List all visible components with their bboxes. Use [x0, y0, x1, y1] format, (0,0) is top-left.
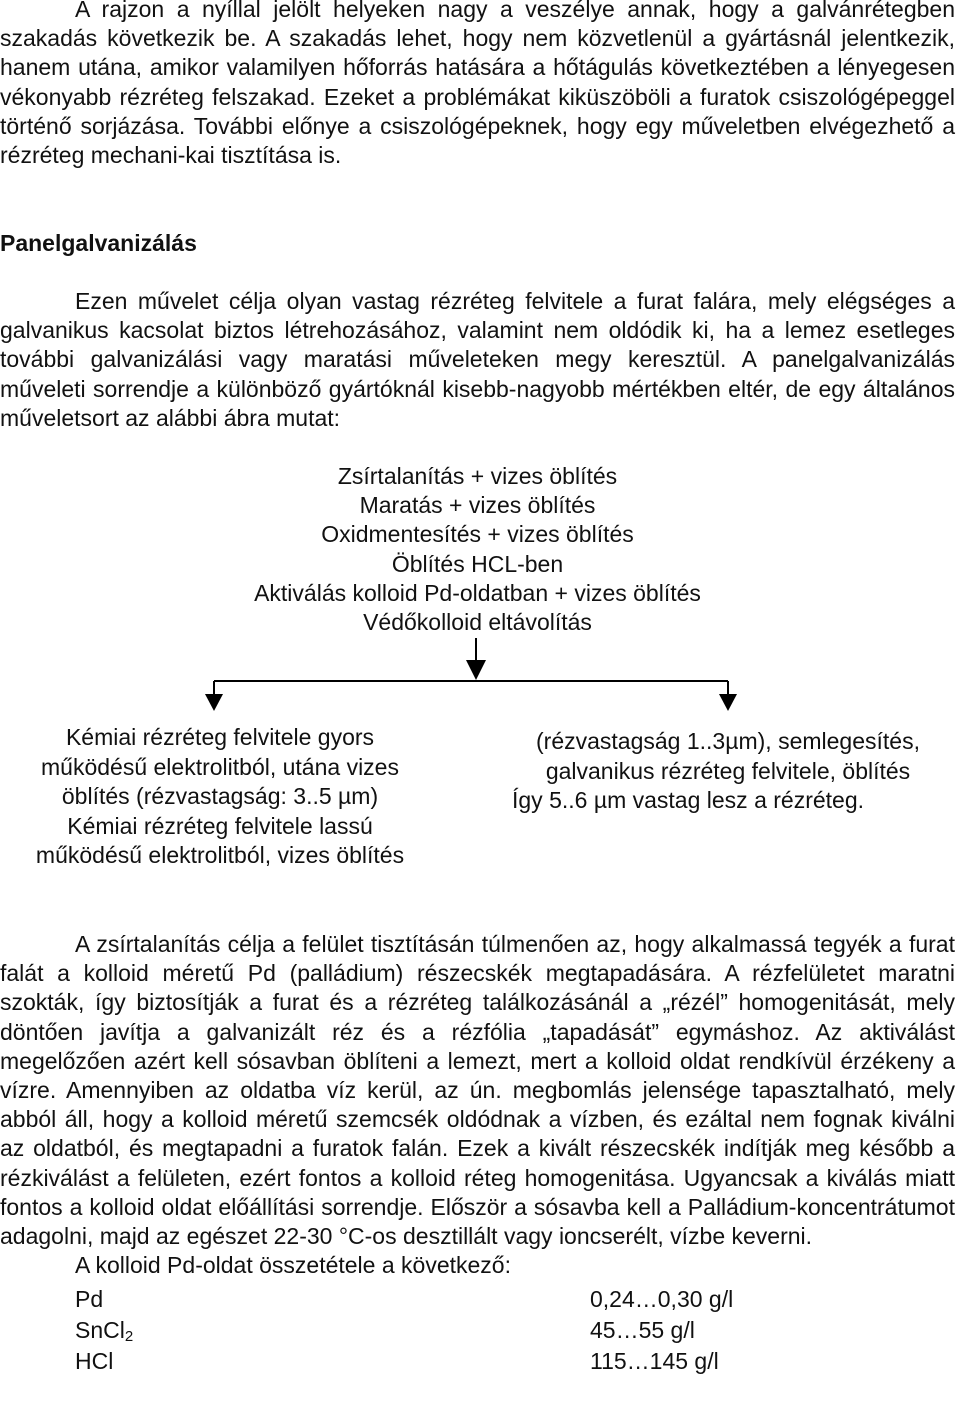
intro-paragraph: A rajzon a nyíllal jelölt helyeken nagy a veszélye annak, hogy a galvánrétegben szakadás következik be. A szakadás lehet, hogy nem közvetlenül a gyártásnál jelentkezik, hanem utána, amikor valamilyen hőforrás hatására a hőtágulás következtében a lényegesen vékonyabb rézréteg felszakad. Ezeket a problémákat kiküszöböli a furatok csiszológépeggel történő sorjázása. További előnye a csiszológépeknek, hogy egy műveletben elvégezhető a rézréteg mechani-kai tisztítása is. [0, 0, 955, 169]
component-value: 0,24…0,30 g/l [590, 1286, 734, 1312]
component-name: SnCl$_2$ [75, 1317, 134, 1345]
left-branch-text [0, 723, 440, 871]
component-value: 115…145 g/l [590, 1348, 719, 1374]
component-name: Pd [75, 1286, 104, 1312]
right-branch-line: galvanikus rézréteg felvitele, öblítés [545, 757, 911, 784]
right-branch-line: (rézvastagság 1..3µm), semlegesítés, [536, 728, 920, 754]
left-branch-line: Kémiai rézréteg felvitele gyors [65, 724, 375, 750]
flow-step: Oxidmentesítés + vizes öblítés [321, 521, 634, 548]
section-heading: Panelgalvanizálás [0, 230, 197, 256]
composition-intro: A kolloid Pd-oldat összetétele a következő: [75, 1252, 511, 1278]
right-arrowhead [719, 694, 737, 711]
component-value: 45…55 g/l [590, 1317, 695, 1343]
flow-step: Védőkolloid eltávolítás [363, 609, 592, 636]
left-branch-line: Kémiai rézréteg felvitele lassú [67, 812, 373, 839]
flow-step: Aktiválás kolloid Pd-oldatban + vizes öblítés [254, 579, 701, 606]
center-arrowhead [466, 660, 486, 680]
right-branch-line: Így 5..6 µm vastag lesz a rézréteg. [512, 787, 865, 814]
component-name: HCl [75, 1348, 114, 1374]
flow-step: Zsírtalanítás + vizes öblítés [337, 463, 618, 489]
left-branch-line: működésű elektrolitból, utána vizes [41, 753, 399, 780]
section-paragraph: Ezen művelet célja olyan vastag rézréteg felvitele a furat falára, mely elégséges a galvanikus kacsolat biztos létrehozásához, valamint nem oldódik ki, ha a lemez esetleges további galvanizálási vagy maratási műveleteken megy keresztül. A panelgalvanizálás műveleti sorrendje a különböző gyártóknál kisebb-nagyobb mértékben eltér, de egy általános műveletsort az alábbi ábra mutat: [0, 288, 955, 431]
left-branch-line: öblítés (rézvastagság: 3..5 µm) [61, 783, 379, 810]
flow-step: Öblítés HCL-ben [391, 550, 564, 577]
left-arrowhead [205, 694, 223, 711]
left-branch-line: működésű elektrolitból, vizes öblítés [35, 842, 405, 869]
flow-step: Maratás + vizes öblítés [359, 492, 596, 519]
right-branch-text [508, 727, 948, 816]
body-paragraph: A zsírtalanítás célja a felület tisztításán túlmenően az, hogy alkalmassá tegyék a furat falát a kolloid méretű Pd (palládium) részecskék megtapadására. A rézfelületet maratni szokták, így biztosítják a furat és a rézréteg találkozásánál a „rézél” homogenitását, mely döntően javítja a galvanizált réz és a rézfólia „tapadását” egymáshoz. Az aktiválást megelőzően azért kell sósavban öblíteni a lemezt, mert a kolloid oldat rendkívül érzékeny a vízre. Amennyiben az oldatba víz kerül, az ún. megbomlás jelensége tapasztalható, mely abból áll, hogy a kolloid méretű szemcsék oldódnak a vízben, és ezáltal nem fognak kiválni az oldatból, és megtapadni a furatok falán. Ezek a kivált részecskék indítják meg később a rézkiválást a felületen, ezért fontos a kolloid réteg homogenitása. Ugyancsak a kiválás miatt fontos a kolloid oldat előállítási sorrendje. Először a sósavba kell a Palládium-koncentrátumot adagolni, majd az egészet 22-30 °C-os desztillált vagy ioncserélt, vízbe keverni. [0, 931, 955, 1250]
composition-row [75, 1284, 775, 1315]
composition-table [75, 1284, 775, 1377]
composition-row [75, 1315, 775, 1346]
composition-row [75, 1346, 775, 1377]
